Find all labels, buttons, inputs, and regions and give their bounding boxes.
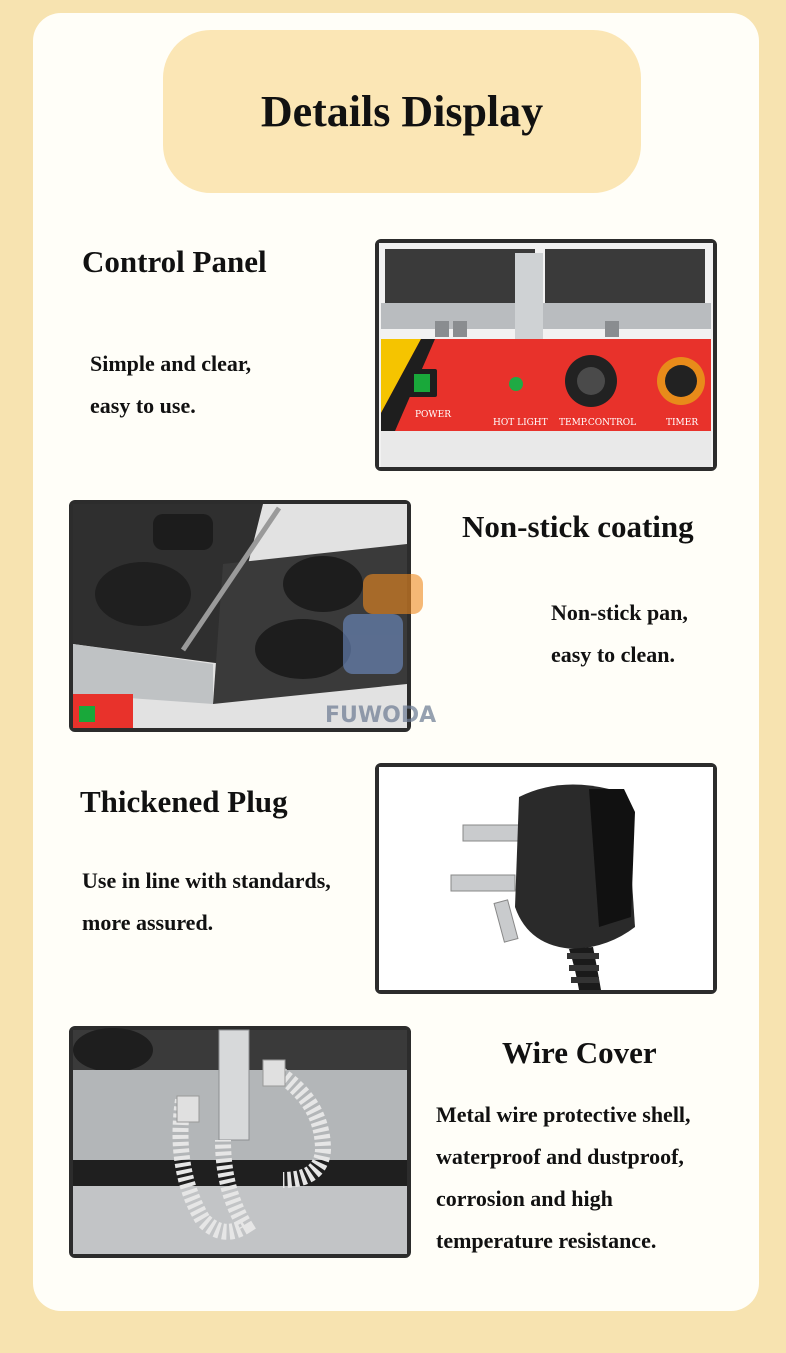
- section-title-wire-cover: Wire Cover: [502, 1035, 657, 1070]
- label-timer: TIMER: [666, 418, 699, 428]
- header-banner: [163, 30, 641, 193]
- control-panel-photo: [375, 239, 717, 471]
- desc-line: temperature resistance.: [436, 1228, 657, 1253]
- section-desc-nonstick: [551, 592, 688, 676]
- desc-line: Metal wire protective shell,: [436, 1102, 691, 1127]
- watermark-text: FUWODA: [325, 703, 437, 728]
- label-hot-light: HOT LIGHT: [493, 418, 548, 428]
- label-temp-control: TEMP.CONTROL: [559, 418, 637, 428]
- desc-line: Simple and clear,: [90, 351, 252, 376]
- section-title-nonstick: Non-stick coating: [462, 509, 694, 544]
- section-desc-control-panel: [90, 343, 251, 427]
- desc-line: waterproof and dustproof,: [436, 1144, 684, 1169]
- desc-line: Use in line with standards,: [82, 868, 331, 893]
- page-title: Details Display: [260, 87, 544, 136]
- section-title-control-panel: Control Panel: [82, 244, 267, 279]
- section-desc-plug: [82, 860, 331, 944]
- wire-cover-photo: [69, 1026, 411, 1258]
- desc-line: easy to use.: [90, 393, 196, 418]
- section-title-plug: Thickened Plug: [80, 784, 288, 819]
- section-desc-wire-cover: [436, 1094, 691, 1262]
- label-power: POWER: [415, 410, 452, 420]
- desc-line: corrosion and high: [436, 1186, 613, 1211]
- desc-line: easy to clean.: [551, 642, 676, 667]
- plug-photo: [375, 763, 717, 994]
- desc-line: Non-stick pan,: [551, 600, 688, 625]
- desc-line: more assured.: [82, 910, 214, 935]
- nonstick-pan-photo: [69, 500, 437, 732]
